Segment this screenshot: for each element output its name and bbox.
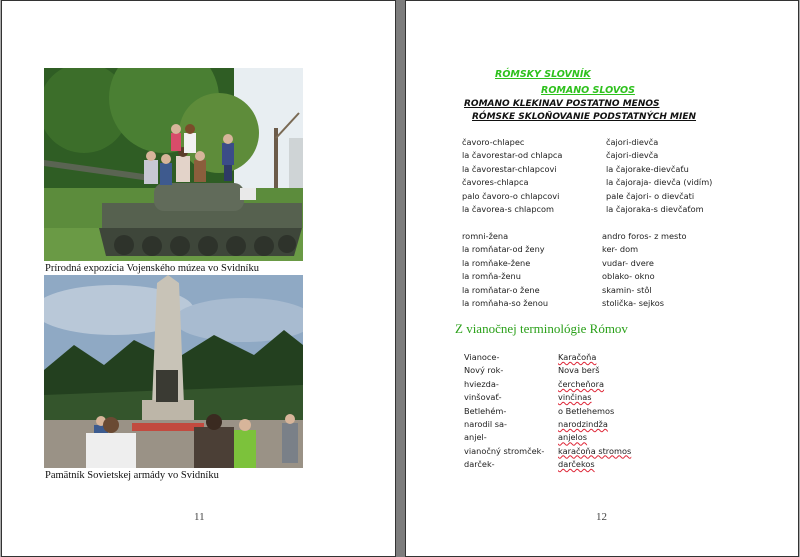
list-item: čavores-chlapca	[462, 177, 529, 188]
document-page-12	[405, 0, 799, 557]
declension-boy	[462, 136, 562, 216]
list-item: la romňatar-od ženy	[462, 244, 545, 255]
list-item: darčekos	[558, 459, 595, 470]
list-item: palo čavoro-o chlapcovi	[462, 190, 560, 201]
list-item: o Betlehemos	[558, 405, 615, 416]
list-item: ker- dom	[602, 244, 639, 255]
list-item: Nový rok-	[464, 365, 504, 376]
document-page-11	[1, 0, 396, 557]
list-item: darček-	[464, 459, 495, 470]
declension-woman	[462, 230, 548, 310]
list-item: čajori-dievča	[606, 150, 659, 161]
list-item: romni-žena	[462, 231, 509, 241]
list-item: čavoro-chlapec	[462, 137, 525, 147]
christmas-terms-romani	[558, 351, 631, 472]
title-romsky-slovnik: RÓMSKY SLOVNÍK	[495, 69, 591, 80]
tank-photo	[44, 68, 303, 261]
list-item: stolička- sejkos	[602, 297, 665, 308]
list-item: la čajoraja- dievča (vidím)	[606, 177, 713, 188]
list-item: vianočný stromček-	[464, 445, 545, 456]
list-item: Betlehém-	[464, 405, 507, 416]
list-item: la čavorestar-chlapcovi	[462, 163, 557, 174]
list-item: Karačoňa	[558, 352, 597, 362]
list-item: hviezda-	[464, 378, 499, 389]
list-item: narodzindža	[558, 418, 608, 429]
section-heading-christmas: Z vianočnej terminológie Rómov	[455, 321, 628, 336]
declension-girl	[606, 136, 712, 216]
list-item: la čajoraka-s dievčaťom	[606, 203, 704, 214]
list-item: la romňake-žene	[462, 257, 531, 268]
list-item: la čajorake-dievčaťu	[606, 163, 689, 174]
photo-caption-museum: Prírodná expozícia Vojenského múzea vo Svidníku	[45, 263, 259, 274]
monument-photo	[44, 275, 303, 468]
page-gap	[396, 0, 405, 557]
list-item: andro foros- z mesto	[602, 231, 687, 241]
list-item: Nova berš	[558, 365, 600, 376]
list-item: la romňaha-so ženou	[462, 297, 549, 308]
list-item: anjelos	[558, 432, 588, 443]
page-number: 11	[194, 511, 205, 523]
list-item: čercheňora	[558, 378, 605, 389]
list-item: vinšovať-	[464, 392, 502, 403]
list-item: la čavorestar-od chlapca	[462, 150, 563, 161]
list-item: la čavorea-s chlapcom	[462, 203, 554, 214]
list-item: skamin- stôl	[602, 284, 652, 295]
list-item: oblako- okno	[602, 271, 655, 282]
subtitle-romani: ROMANO KLEKINAV POSTATNO MENOS	[464, 99, 660, 109]
title-romano-slovos: ROMANO SLOVOS	[541, 85, 635, 96]
list-item: Vianoce-	[464, 352, 500, 362]
list-item: la romňatar-o žene	[462, 284, 540, 295]
list-item: vinčinas	[558, 392, 592, 403]
list-item: pale čajori- o dievčati	[606, 190, 695, 201]
list-item: vudar- dvere	[602, 257, 654, 268]
list-item: narodil sa-	[464, 418, 507, 429]
list-item: anjel-	[464, 432, 487, 443]
vocabulary-objects	[602, 230, 687, 310]
list-item: la romňa-ženu	[462, 271, 521, 282]
photo-caption-monument: Pamätník Sovietskej armády vo Svidníku	[45, 470, 219, 481]
subtitle-slovak: RÓMSKE SKLOŇOVANIE PODSTATNÝCH MIEN	[472, 112, 697, 122]
christmas-terms-slovak	[464, 351, 544, 472]
list-item: čajori-dievča	[606, 137, 659, 147]
list-item: karačoňa stromos	[558, 445, 632, 456]
page-number: 12	[596, 511, 607, 523]
